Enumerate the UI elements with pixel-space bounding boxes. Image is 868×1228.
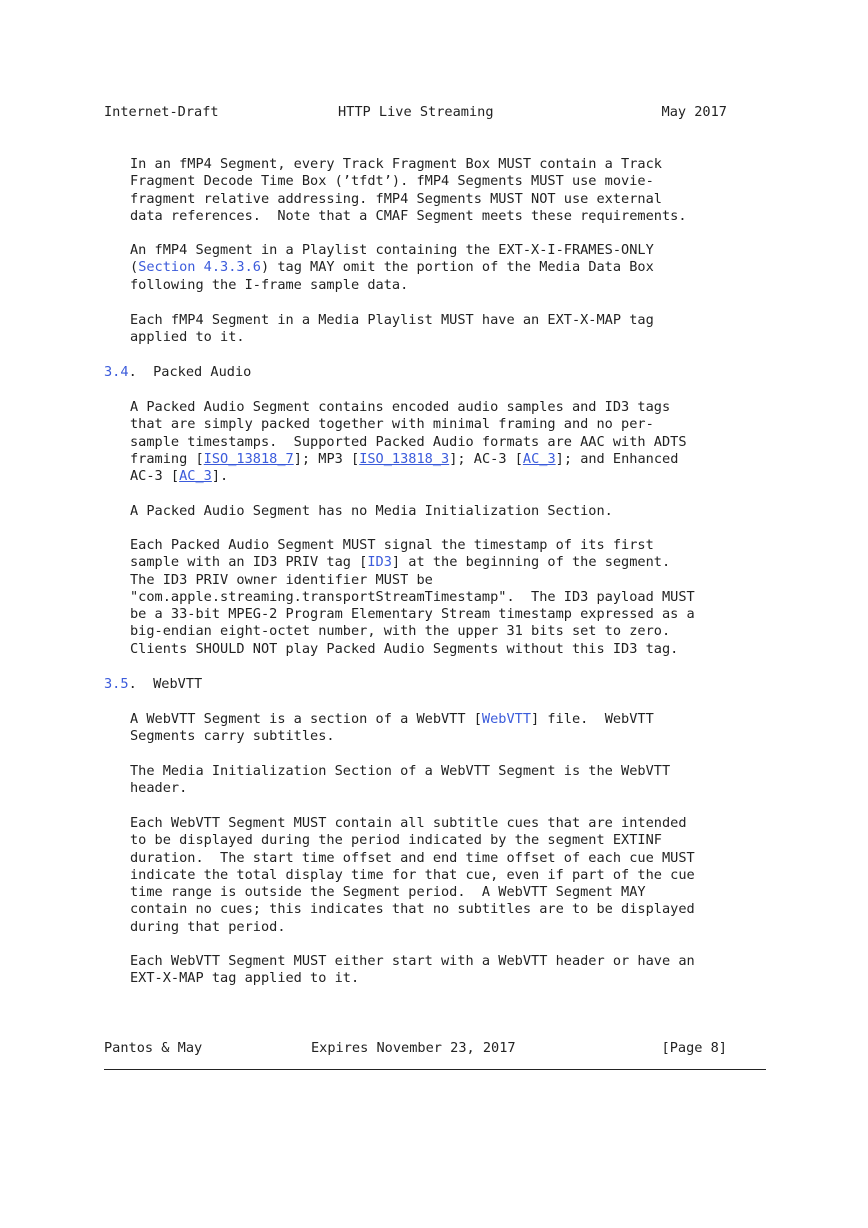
paragraph-webvtt-header: The Media Initialization Section of a WebVTT Segment is the WebVTT header. [130,763,671,797]
header-left: Internet-Draft [104,104,219,120]
link-ac-3-enhanced[interactable]: AC_3 [179,468,212,485]
link-ac-3[interactable]: AC_3 [522,450,556,467]
text: ]. [211,468,229,485]
section-number-link[interactable]: 3.4 [104,364,129,380]
text: ] at the beginning of the segment. The ID3 PRIV owner identifier MUST be "com.apple.streaming.transportStreamTimestamp". The ID3 payload MUST be a 33-bit MPEG-2 Program Elementary Stream timestamp expressed as a big-endian eight-octet number, with the upper 31 bits set to zero. Clients SHOULD NOT play Packed Audio Segments without this ID3 tag. [130,554,695,657]
text: Each Packed Audio Segment MUST signal the timestamp of its first sample with an ID3 PRIV tag [ [130,537,654,571]
section-title: . Packed Audio [128,364,252,380]
link-section-4-3-3-6[interactable]: Section 4.3.3.6 [138,259,261,276]
link-webvtt[interactable]: WebVTT [481,711,532,727]
paragraph-webvtt [130,711,770,746]
paragraph-tfdt: In an fMP4 Segment, every Track Fragment Box MUST contain a Track Fragment Decode Time Box (’tfdt’). fMP4 Segments MUST use movie- fragment relative addressing. fMP4 Segments MUST NOT use external data references. Note that a CMAF Segment meets these requirements. [130,156,687,224]
footer-page-number: [Page 8] [661,1040,727,1056]
paragraph-ext-x-map: Each fMP4 Segment in a Media Playlist MUST have an EXT-X-MAP tag applied to it. [130,312,654,346]
text: ]; AC-3 [ [449,450,523,467]
paragraph-id3-priv [130,537,770,658]
text: An fMP4 Segment in a Playlist containing the EXT-X-I-FRAMES-ONLY ( [130,242,654,276]
paragraph-webvtt-start: Each WebVTT Segment MUST either start with a WebVTT header or have an EXT-X-MAP tag applied to it. [130,953,695,987]
text: A WebVTT Segment is a section of a WebVTT [ [130,711,482,727]
text: ]; MP3 [ [293,450,360,467]
text: ] file. WebVTT Segments carry subtitles. [130,711,654,745]
link-id3[interactable]: ID3 [367,554,392,571]
paragraph-packed-audio [130,399,770,485]
section-heading-3-5 [104,676,202,692]
footer-authors: Pantos & May [104,1040,203,1056]
header-title: HTTP Live Streaming [338,104,494,120]
paragraph-no-init: A Packed Audio Segment has no Media Initialization Section. [130,503,613,519]
section-number-link[interactable]: 3.5 [104,676,129,692]
footer-expiry: Expires November 23, 2017 [311,1040,516,1056]
text: ]; and Enhanced AC-3 [ [130,450,679,485]
section-heading-3-4 [104,364,251,380]
header-date: May 2017 [661,104,727,120]
section-title: . WebVTT [128,676,203,692]
text: ) tag MAY omit the portion of the Media Data Box following the I-frame sample data. [130,259,654,293]
link-iso-13818-7[interactable]: ISO_13818_7 [203,450,294,467]
paragraph-webvtt-cues: Each WebVTT Segment MUST contain all subtitle cues that are intended to be displayed during the period indicated by the segment EXTINF duration. The start time offset and end time offset of each cue MUST indicate the total display time for that cue, even if part of the cue time range is outside the Segment period. A WebVTT Segment MAY contain no cues; this indicates that no subtitles are to be displayed during that period. [130,815,695,935]
footer-rule [104,1069,766,1070]
text: A Packed Audio Segment contains encoded audio samples and ID3 tags that are simply packed together with minimal framing and no per- sample timestamps. Supported Packed Audio formats are AAC with ADTS framing [ [130,399,687,467]
link-iso-13818-3[interactable]: ISO_13818_3 [359,450,450,467]
paragraph-iframes [130,242,770,294]
